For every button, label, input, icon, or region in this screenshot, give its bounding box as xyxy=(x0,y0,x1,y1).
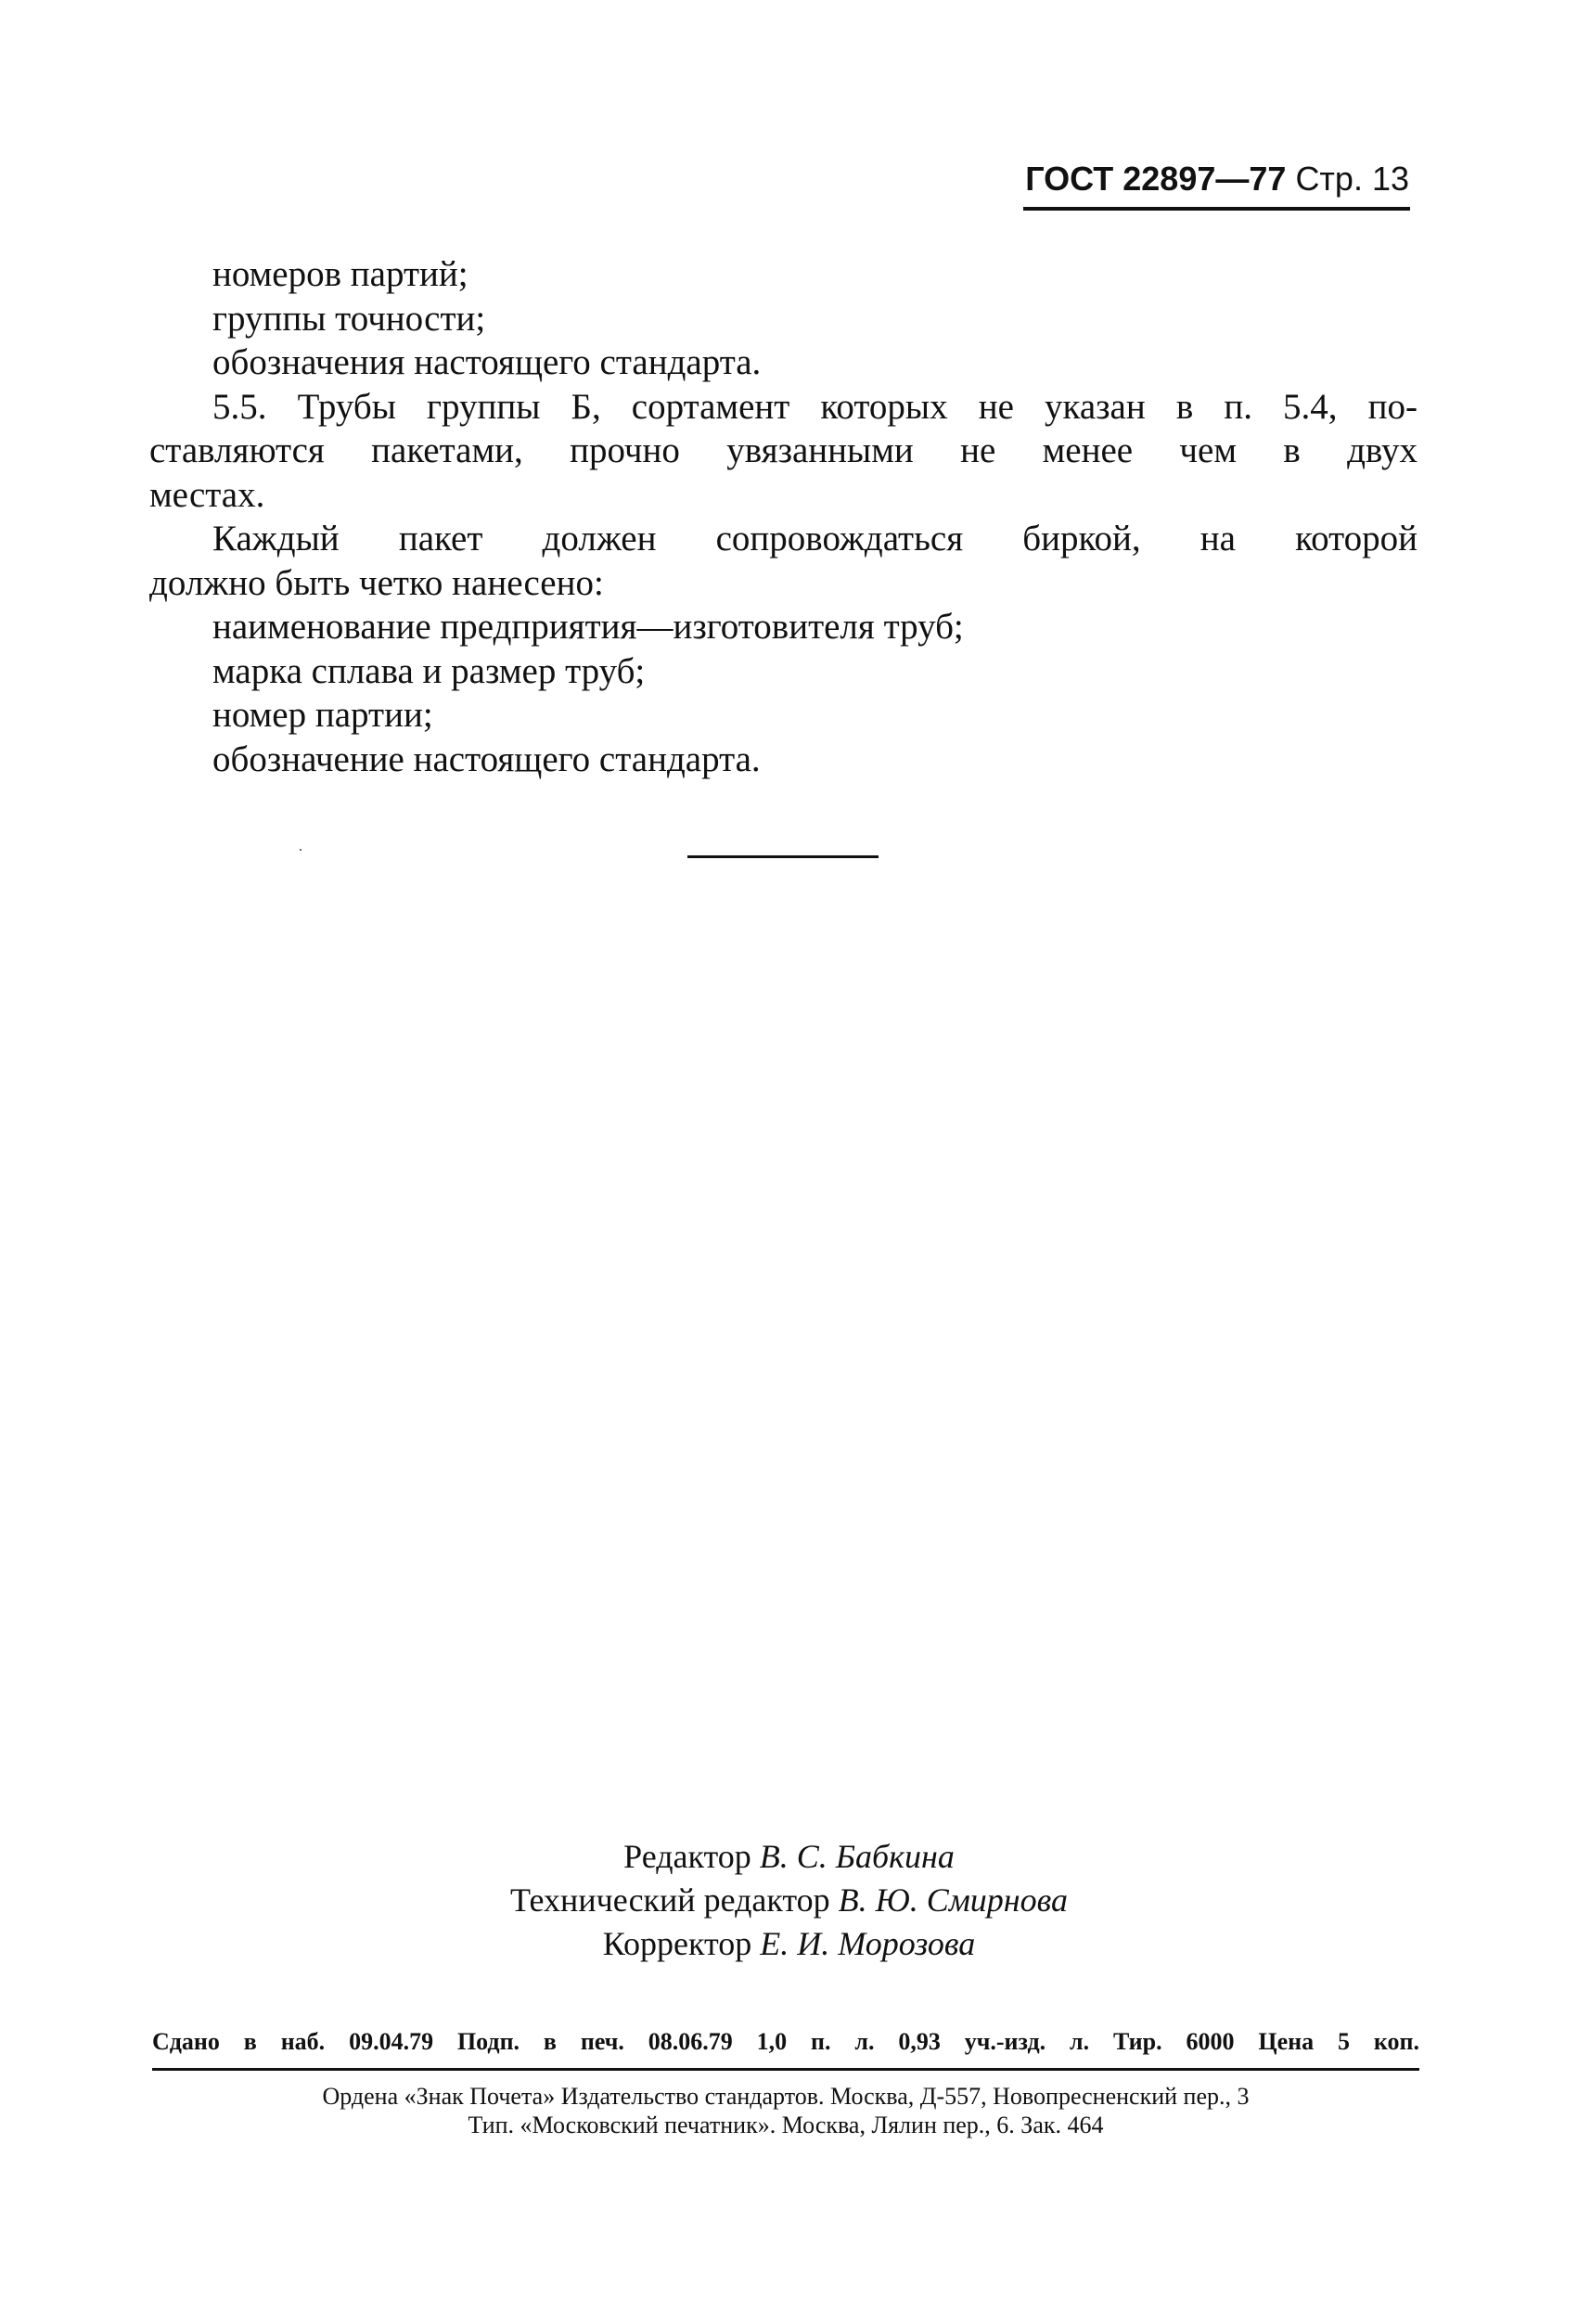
standard-number: ГОСТ 22897—77 xyxy=(1025,160,1287,198)
credits-block xyxy=(0,1835,1578,1966)
text-line: местах. xyxy=(149,474,265,515)
credit-technical-editor xyxy=(0,1879,1578,1922)
text-line: марка сплава и размер труб; xyxy=(212,650,646,691)
text-line: Каждый пакет должен сопровождаться биркой, на которой xyxy=(212,519,1418,559)
publisher-line: Тип. «Московский печатник». Москва, Лялин пер., 6. Зак. 464 xyxy=(468,2112,1104,2138)
body-text xyxy=(149,252,1418,781)
text-line: должно быть четко нанесено: xyxy=(149,562,604,603)
speck xyxy=(300,849,301,851)
credit-name: Е. И. Морозова xyxy=(760,1925,976,1962)
text-line: 5.5. Трубы группы Б, сортамент которых не указан в п. 5.4, по- xyxy=(212,386,1418,427)
text-line: номеров партий; xyxy=(212,254,468,294)
credit-role: Корректор xyxy=(602,1925,752,1962)
credit-role: Редактор xyxy=(623,1838,751,1875)
text-line: ставляются пакетами, прочно увязанными не менее чем в двух xyxy=(149,430,1418,470)
publisher-block xyxy=(152,2082,1419,2139)
credit-name: В. С. Бабкина xyxy=(759,1838,955,1875)
text-line: обозначение настоящего стандарта. xyxy=(212,738,761,779)
publisher-line: Ордена «Знак Почета» Издательство стандартов. Москва, Д-557, Новопресненский пер., 3 xyxy=(322,2083,1250,2110)
credit-name: В. Ю. Смирнова xyxy=(838,1881,1069,1919)
header-rule xyxy=(1023,207,1410,211)
text-line: обозначения настоящего стандарта. xyxy=(212,342,762,382)
text-line: номер партии; xyxy=(212,695,433,735)
page-number: Стр. 13 xyxy=(1295,160,1409,198)
text-line: наименование предприятия—изготовителя труб; xyxy=(212,607,964,647)
imprint-rule xyxy=(152,2068,1419,2071)
credit-role: Технический редактор xyxy=(509,1881,830,1919)
print-imprint: Сдано в наб. 09.04.79 Подп. в печ. 08.06.79 1,0 п. л. 0,93 уч.-изд. л. Тир. 6000 Цена 5 коп. xyxy=(152,2028,1419,2055)
end-of-text-rule xyxy=(687,855,879,858)
text-line: группы точности; xyxy=(212,298,486,339)
page-header xyxy=(1025,160,1409,199)
credit-proofreader xyxy=(0,1922,1578,1966)
credit-editor xyxy=(0,1835,1578,1879)
